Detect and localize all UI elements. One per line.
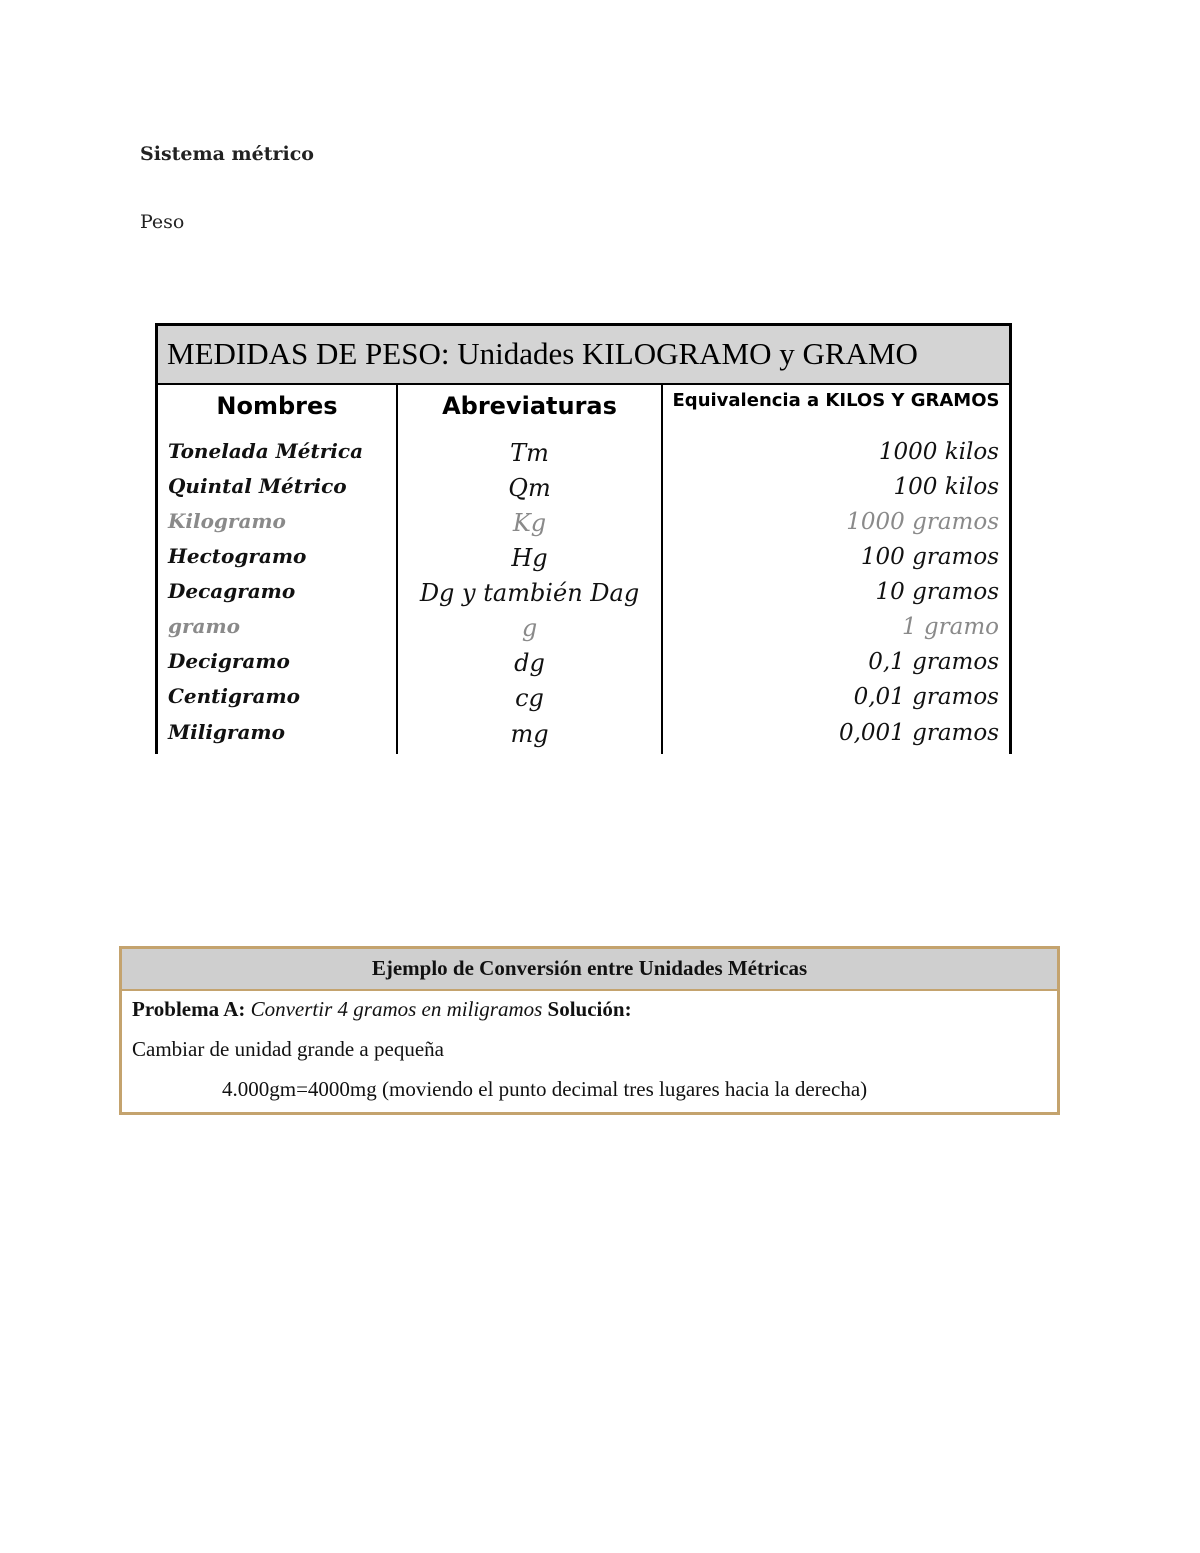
unit-equivalence: 1 gramo [901,614,999,640]
unit-name: Kilogramo [168,509,286,533]
table-row [158,720,1009,755]
table-row [158,684,1009,719]
unit-abbreviation: g [521,614,538,642]
column-header-abbreviations: Abreviaturas [442,392,617,420]
conversion-example-box [119,946,1060,1115]
unit-name: gramo [168,614,240,638]
table-title-bar [158,326,1009,385]
problem-text: Convertir 4 gramos en miligramos [250,997,543,1021]
unit-name: Tonelada Métrica [168,439,364,463]
table-title: MEDIDAS DE PESO: Unidades KILOGRAMO y GRAMO [167,336,918,371]
table-row [158,439,1009,474]
column-header-equivalence: Equivalencia a KILOS Y GRAMOS [672,390,1000,411]
problem-label: Problema A: [132,997,246,1021]
table-row [158,544,1009,579]
unit-equivalence: 100 gramos [860,544,999,570]
unit-abbreviation: dg [514,649,545,677]
example-problem-line [132,997,632,1022]
column-header-names: Nombres [216,392,338,420]
table-row [158,614,1009,649]
document-heading: Sistema métrico [140,143,314,165]
weight-measures-table [155,323,1012,754]
unit-abbreviation: Hg [511,544,548,572]
document-subheading: Peso [140,211,185,233]
unit-abbreviation: Qm [508,474,551,502]
unit-name: Centigramo [168,684,301,708]
unit-name: Quintal Métrico [168,474,347,498]
unit-equivalence: 1000 gramos [846,509,999,535]
table-row [158,579,1009,614]
unit-equivalence: 0,1 gramos [868,649,999,675]
unit-abbreviation: Tm [510,439,549,467]
unit-abbreviation: mg [510,720,549,748]
solution-label: Solución: [547,997,632,1021]
unit-equivalence: 10 gramos [875,579,999,605]
unit-name: Hectogramo [168,544,307,568]
table-row [158,474,1009,509]
example-header: Ejemplo de Conversión entre Unidades Métricas [122,949,1057,991]
unit-name: Decagramo [168,579,296,603]
unit-equivalence: 1000 kilos [878,439,999,465]
table-row [158,509,1009,544]
unit-abbreviation: Dg y también Dag [419,579,640,607]
unit-abbreviation: Kg [512,509,547,537]
example-step-text: Cambiar de unidad grande a pequeña [132,1037,444,1061]
unit-equivalence: 0,001 gramos [838,720,999,746]
unit-abbreviation: cg [515,684,544,712]
unit-equivalence: 100 kilos [893,474,999,500]
unit-equivalence: 0,01 gramos [853,684,999,710]
table-row [158,649,1009,684]
unit-name: Decigramo [168,649,290,673]
example-result-text: 4.000gm=4000mg (moviendo el punto decimal tres lugares hacia la derecha) [222,1077,868,1101]
unit-name: Miligramo [168,720,285,744]
